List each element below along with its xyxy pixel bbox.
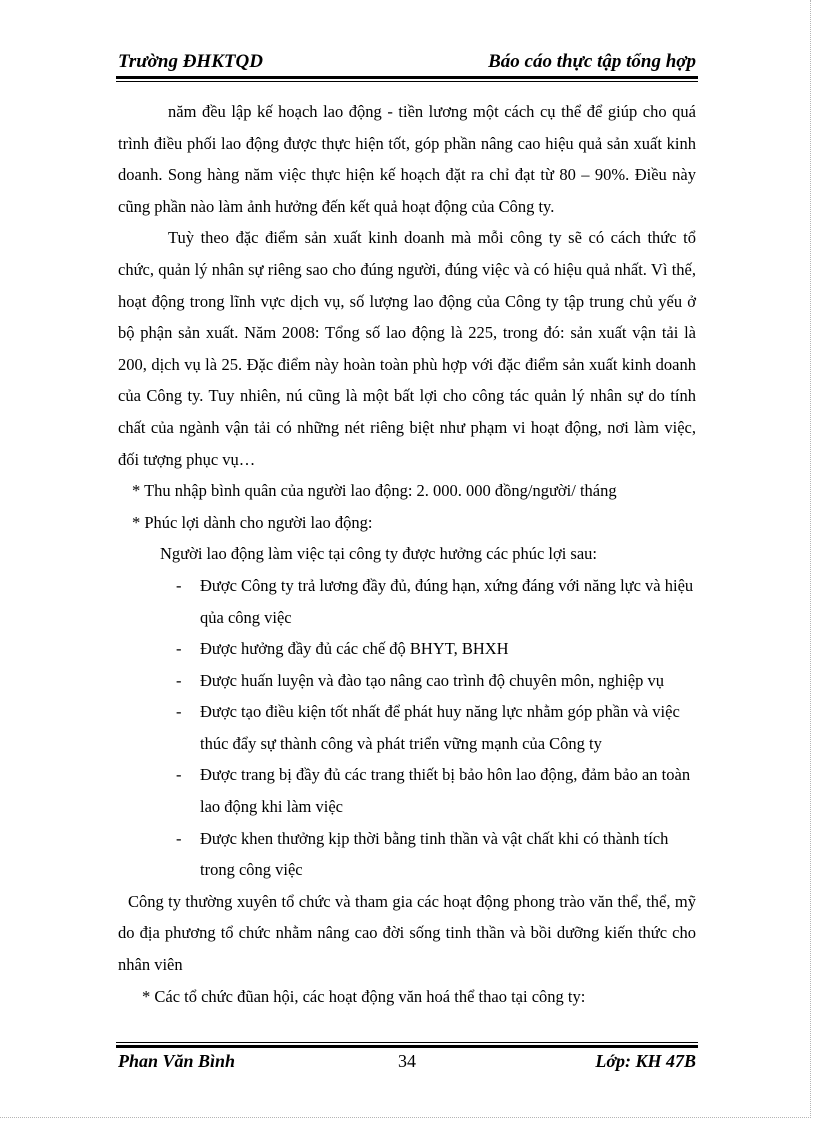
- list-item: - Được tạo điều kiện tốt nhất để phát huy năng lực nhằm góp phần và việc thúc đẩy sự thành công và phát triển vững mạnh của Công ty: [118, 696, 696, 759]
- header-rule-thin: [116, 81, 698, 82]
- header-school: Trường ĐHKTQD: [118, 51, 263, 72]
- dash-bullet: -: [176, 828, 182, 848]
- page-header: [118, 50, 696, 76]
- page-number: 34: [398, 1051, 416, 1071]
- footer-author: Phan Văn Bình: [118, 1051, 236, 1071]
- dash-bullet: -: [176, 670, 182, 690]
- footer-rule-thin: [116, 1042, 698, 1043]
- header-report-title: Báo cáo thực tập tổng hợp: [488, 51, 696, 72]
- list-item: - Được trang bị đầy đủ các trang thiết bị bảo hôn lao động, đảm bảo an toàn lao động khi làm việc: [118, 759, 696, 822]
- footer-rule-thick: [116, 1045, 698, 1048]
- footer-class: Lớp: KH 47B: [595, 1051, 696, 1071]
- dash-bullet: -: [176, 575, 182, 595]
- benefits-list: [118, 570, 696, 886]
- list-item: - Được Công ty trả lương đầy đủ, đúng hạn, xứng đáng với năng lực và hiệu qủa công việc: [118, 570, 696, 633]
- paragraph-1: năm đều lập kế hoạch lao động - tiền lương một cách cụ thể để giúp cho quá trình điều phối lao động được thực hiện tốt, góp phần nâng cao hiệu quả sản xuất kinh doanh. Song hàng năm việc thực hiện kế hoạch đặt ra chỉ đạt từ 80 – 90%. Điều này cũng phần nào làm ảnh hưởng đến kết quả hoạt động của Công ty.: [118, 102, 696, 216]
- document-body: [118, 96, 696, 1012]
- header-rule-thick: [116, 76, 698, 79]
- list-item: - Được huấn luyện và đào tạo nâng cao trình độ chuyên môn, nghiệp vụ: [118, 665, 696, 697]
- income-line: * Thu nhập bình quân của người lao động: 2. 000. 000 đồng/người/ tháng: [132, 481, 617, 501]
- dash-bullet: -: [176, 702, 182, 722]
- activities-heading: * Các tổ chức đũan hội, các hoạt động văn hoá thể thao tại công ty:: [142, 986, 586, 1006]
- dash-bullet: -: [176, 639, 182, 659]
- list-item: - Được hưởng đầy đủ các chế độ BHYT, BHXH: [118, 633, 696, 665]
- welfare-intro: Người lao động làm việc tại công ty được hưởng các phúc lợi sau:: [160, 544, 598, 564]
- paragraph-3: Công ty thường xuyên tổ chức và tham gia các hoạt động phong trào văn thể, thể, mỹ do địa phương tổ chức nhằm nâng cao đời sống tinh thần và bồi dưỡng kiến thức cho nhân viên: [118, 891, 696, 975]
- list-item: - Được khen thưởng kịp thời bằng tinh thần và vật chất khi có thành tích trong công việc: [118, 823, 696, 886]
- page-footer: [118, 1049, 696, 1075]
- dash-bullet: -: [176, 765, 182, 785]
- paragraph-2: Tuỳ theo đặc điểm sản xuất kinh doanh mà mỗi công ty sẽ có cách thức tổ chức, quản lý nhân sự riêng sao cho đúng người, đúng việc và có hiệu quả nhất. Vì thế, hoạt động trong lĩnh vực dịch vụ, số lượng lao động của Công ty tập trung chủ yếu ở bộ phận sản xuất. Năm 2008: Tổng số lao động là 225, trong đó: sản xuất vận tải là 200, dịch vụ là 25. Đặc điểm này hoàn toàn phù hợp với đặc điểm sản xuất kinh doanh của Công ty. Tuy nhiên, nú cũng là một bất lợi cho công tác quản lý nhân sự do tính chất của ngành vận tải có những nét riêng biệt như phạm vi hoạt động, nơi làm việc, đối tượng phục vụ…: [118, 228, 696, 469]
- welfare-heading: * Phúc lợi dành cho người lao động:: [132, 512, 373, 532]
